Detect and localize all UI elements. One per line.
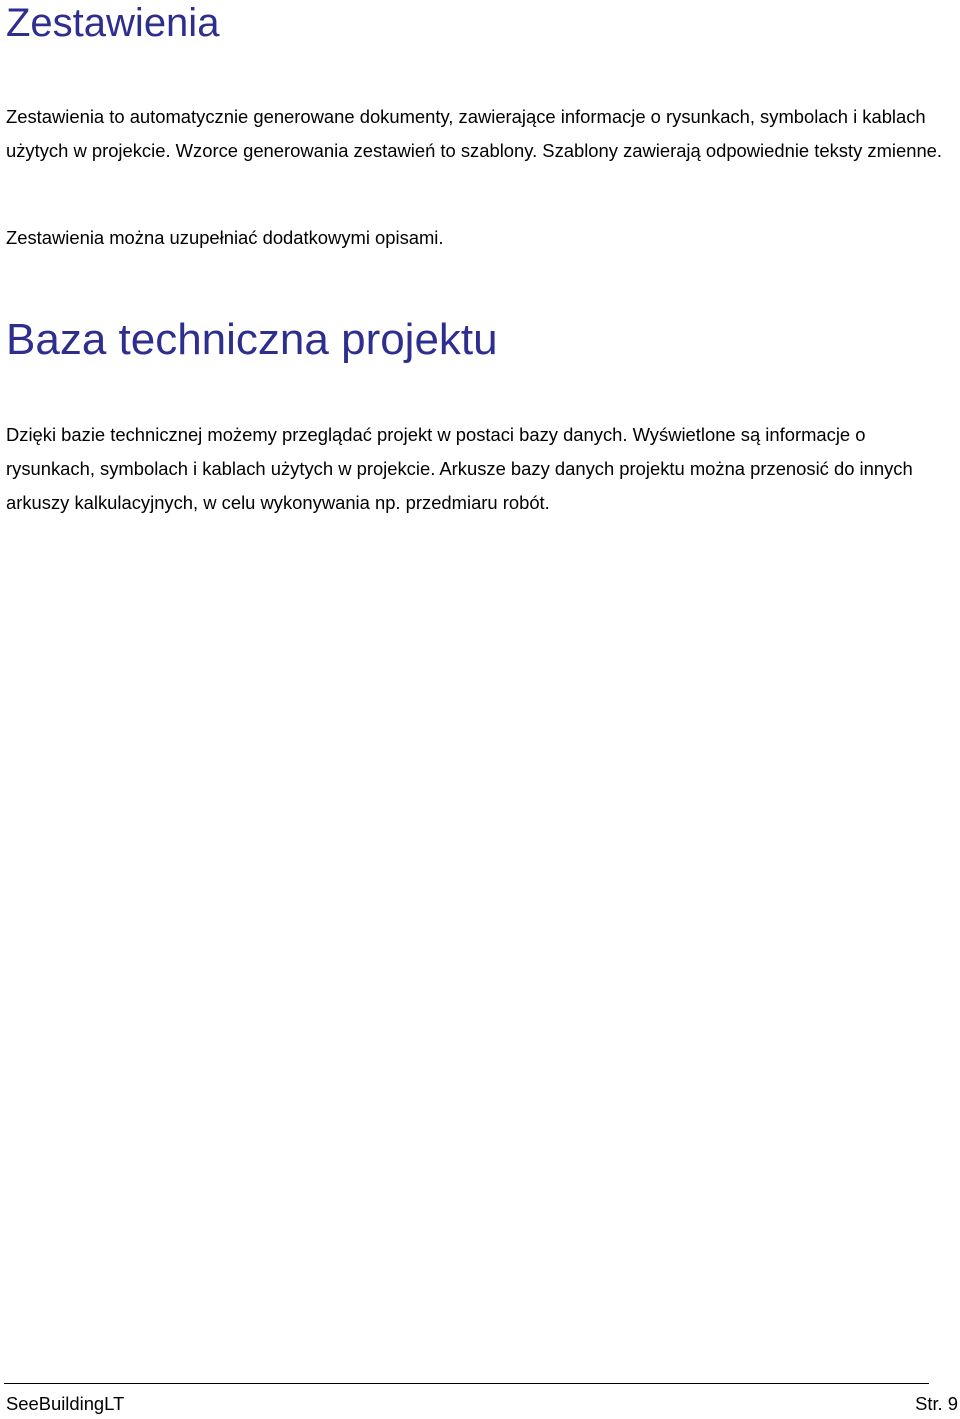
section-zestawienia-paragraph-1: Zestawienia to automatycznie generowane dokumenty, zawierające informacje o rysunkach, symbolach i kablach użytych w projekcie. Wzorce generowania zestawień to szablony. Szablony zawierają odpowiednie teksty zmienne. [6,106,943,161]
section-zestawienia-paragraph-2: Zestawienia można uzupełniać dodatkowymi opisami. [6,227,444,248]
section-title-zestawienia: Zestawienia [6,1,220,45]
footer-page-number: Str. 9 [915,1393,958,1414]
section-title-baza-techniczna: Baza techniczna projektu [6,315,498,364]
footer-divider [4,1383,929,1384]
footer-product-name: SeeBuildingLT [6,1393,125,1414]
section-baza-techniczna-paragraph-1: Dzięki bazie technicznej możemy przeglądać projekt w postaci bazy danych. Wyświetlone są informacje o rysunkach, symbolach i kablach użytych w projekcie. Arkusze bazy danych projektu można przenosić do innych arkuszy kalkulacyjnych, w celu wykonywania np. przedmiaru robót. [6,424,913,513]
